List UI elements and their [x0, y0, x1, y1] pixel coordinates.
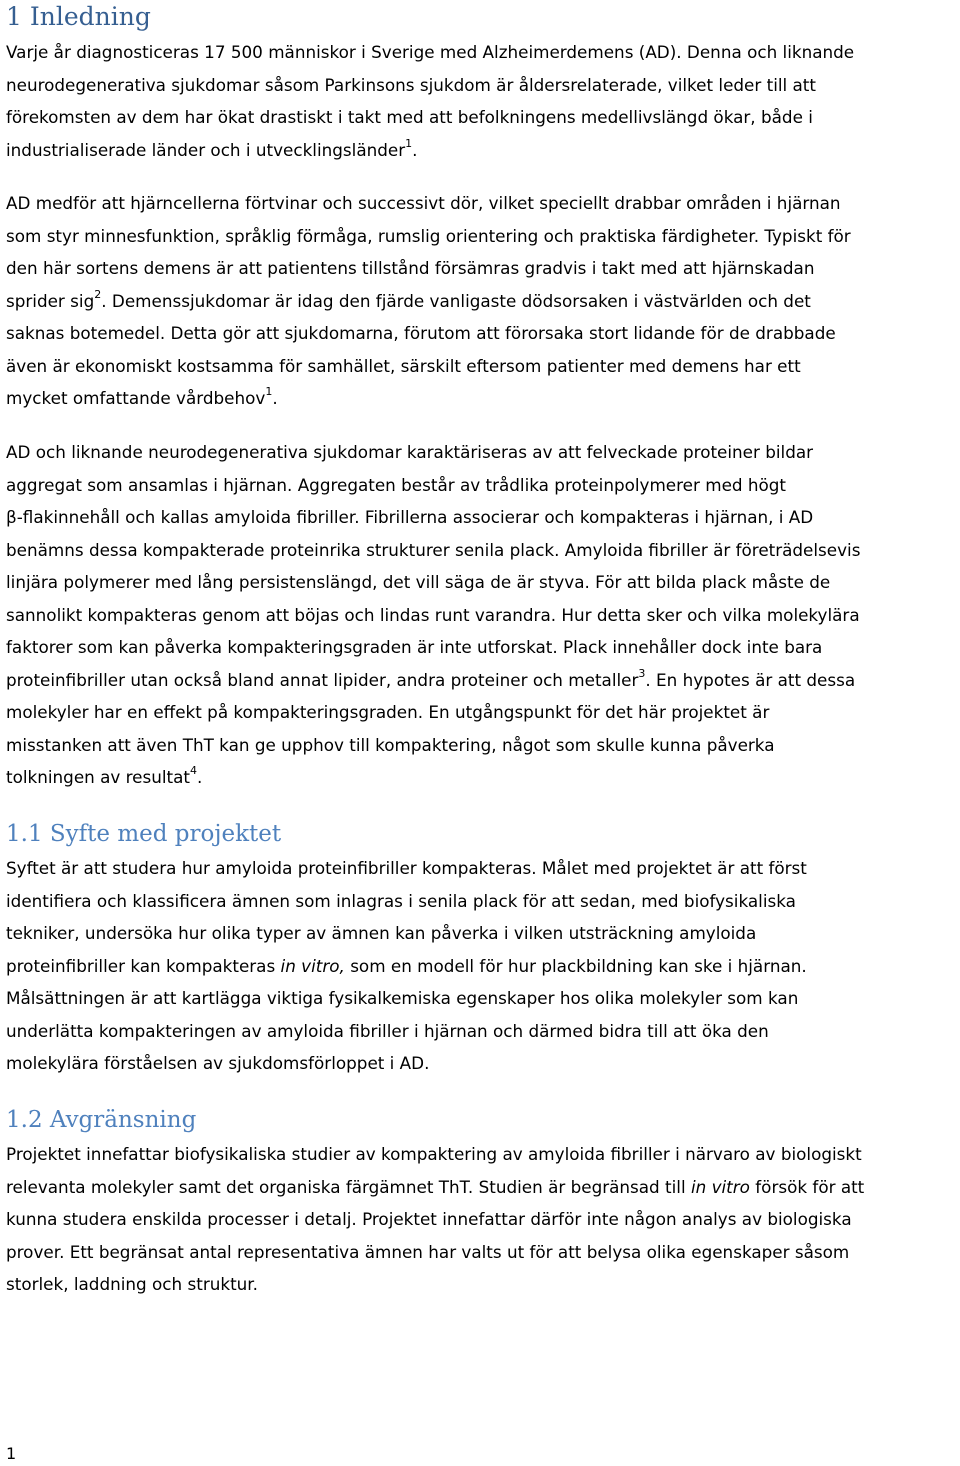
heading-inledning: 1 Inledning — [6, 2, 151, 31]
text-segment: mycket omfattande vårdbehov — [6, 388, 266, 408]
text-line: molekyler har en effekt på kompakteringsgraden. En utgångspunkt för det här projektet är — [6, 702, 770, 722]
heading-avgransning: 1.2 Avgränsning — [6, 1107, 197, 1133]
text-line: Varje år diagnosticeras 17 500 människor i Sverige med Alzheimerdemens (AD). Denna och liknande — [6, 42, 855, 62]
text-segment: proteinfibriller utan också bland annat lipider, andra proteiner och metaller — [6, 669, 639, 690]
text-segment: sprider sig — [6, 290, 95, 311]
text-line: även är ekonomiskt kostsamma för samhället, särskilt eftersom patienter med demens har ett — [6, 355, 801, 376]
text-line: Målsättningen är att kartlägga viktiga fysikalkemiska egenskaper hos olika molekyler som kan — [6, 988, 799, 1008]
text-line: aggregat som ansamlas i hjärnan. Aggregaten består av trådlika proteinpolymerer med högt — [6, 474, 787, 495]
text-segment: . En hypotes är att dessa — [645, 669, 856, 690]
text-line: β-flakinnehåll och kallas amyloida fibriller. Fibrillerna associerar och kompakteras i hjärnan, i AD — [6, 507, 814, 527]
reference-superscript: 4 — [190, 764, 197, 778]
text-line: Projektet innefattar biofysikaliska studier av kompaktering av amyloida fibriller i närvaro av biologiskt — [6, 1144, 862, 1164]
text-line: förekomsten av dem har ökat drastiskt i takt med att befolkningens medellivslängd ökar, både i — [6, 107, 813, 127]
text-segment: försök för att — [749, 1176, 865, 1197]
text-line — [6, 285, 958, 318]
text-line: Syftet är att studera hur amyloida proteinfibriller kompakteras. Målet med projektet är att först — [6, 858, 807, 878]
text-line: linjära polymerer med lång persistenslängd, det vill säga de är styva. För att bilda plack måste de — [6, 572, 831, 592]
paragraph-ad-effects — [6, 187, 958, 415]
text-line: misstanken att även ThT kan ge upphov till kompaktering, något som skulle kunna påverka — [6, 734, 775, 755]
text-line: den här sortens demens är att patientens tillstånd försämras gradvis i takt med att hjärnskadan — [6, 258, 815, 278]
text-segment: relevanta molekyler samt det organiska färgämnet ThT. Studien är begränsad till — [6, 1176, 691, 1197]
text-line — [6, 664, 958, 697]
text-line: identifiera och klassificera ämnen som inlagras i senila plack för att sedan, med biofysikaliska — [6, 890, 796, 911]
text-line: neurodegenerativa sjukdomar såsom Parkinsons sjukdom är åldersrelaterade, vilket leder till att — [6, 74, 816, 95]
text-line: molekylära förståelsen av sjukdomsförloppet i AD. — [6, 1053, 430, 1073]
text-line — [6, 1171, 958, 1204]
reference-superscript: 3 — [638, 666, 646, 680]
text-line: sannolikt kompakteras genom att böjas och lindas runt varandra. Hur detta sker och vilka molekylära — [6, 604, 860, 625]
text-segment: industrialiserade länder och i utvecklingsländer — [6, 139, 406, 160]
paragraph-syfte — [6, 852, 958, 1080]
text-line: mycket omfattande vårdbehov$^1$. — [6, 385, 278, 408]
text-line: storlek, laddning och struktur. — [6, 1274, 258, 1294]
heading-syfte: 1.1 Syfte med projektet — [6, 821, 282, 847]
paragraph-intro — [6, 36, 958, 166]
text-line: tekniker, undersöka hur olika typer av ämnen kan påverka i vilken utsträckning amyloida — [6, 923, 757, 943]
text-line: underlätta kompakteringen av amyloida fibriller i hjärnan och därmed bidra till att öka den — [6, 1020, 769, 1041]
text-line: AD och liknande neurodegenerativa sjukdomar karaktäriseras av att felveckade proteiner bildar — [6, 442, 814, 462]
italic-term: in vitro — [690, 1176, 750, 1197]
italic-term: in vitro, — [280, 955, 345, 976]
reference-superscript: 1 — [265, 385, 273, 399]
text-line: tolkningen av resultat$^4$. — [6, 764, 203, 787]
reference-superscript: 2 — [94, 287, 102, 301]
text-segment: . Demenssjukdomar är idag den fjärde vanligaste dödsorsaken i västvärlden och det — [101, 290, 811, 311]
text-segment: som en modell för hur plackbildning kan ske i hjärnan. — [344, 955, 807, 976]
text-line: som styr minnesfunktion, språklig förmåga, rumslig orientering och praktiska färdigheter. Typiskt för — [6, 225, 851, 246]
text-line: faktorer som kan påverka kompakteringsgraden är inte utforskat. Plack innehåller dock inte bara — [6, 637, 823, 657]
text-line: benämns dessa kompakterade proteinrika strukturer senila plack. Amyloida fibriller är företrädelsevis — [6, 539, 861, 560]
text-line: prover. Ett begränsat antal representativa ämnen har valts ut för att belysa olika egenskaper såsom — [6, 1241, 850, 1262]
text-line: kunna studera enskilda processer i detalj. Projektet innefattar därför inte någon analys av biologiska — [6, 1209, 852, 1229]
paragraph-aggregation — [6, 436, 958, 794]
paragraph-avgransning — [6, 1138, 958, 1301]
text-line: AD medför att hjärncellerna förtvinar och successivt dör, vilket speciellt drabbar områden i hjärnan — [6, 193, 841, 213]
reference-superscript: 1 — [405, 136, 413, 150]
text-line: industrialiserade länder och i utvecklingsländer$^1$. — [6, 136, 418, 160]
text-segment: tolkningen av resultat — [6, 767, 190, 787]
text-line: saknas botemedel. Detta gör att sjukdomarna, förutom att förorsaka stort lidande för de drabbade — [6, 323, 836, 343]
page-number: 1 — [6, 1444, 17, 1463]
text-segment: proteinfibriller kan kompakteras — [6, 955, 281, 976]
text-line — [6, 950, 958, 983]
